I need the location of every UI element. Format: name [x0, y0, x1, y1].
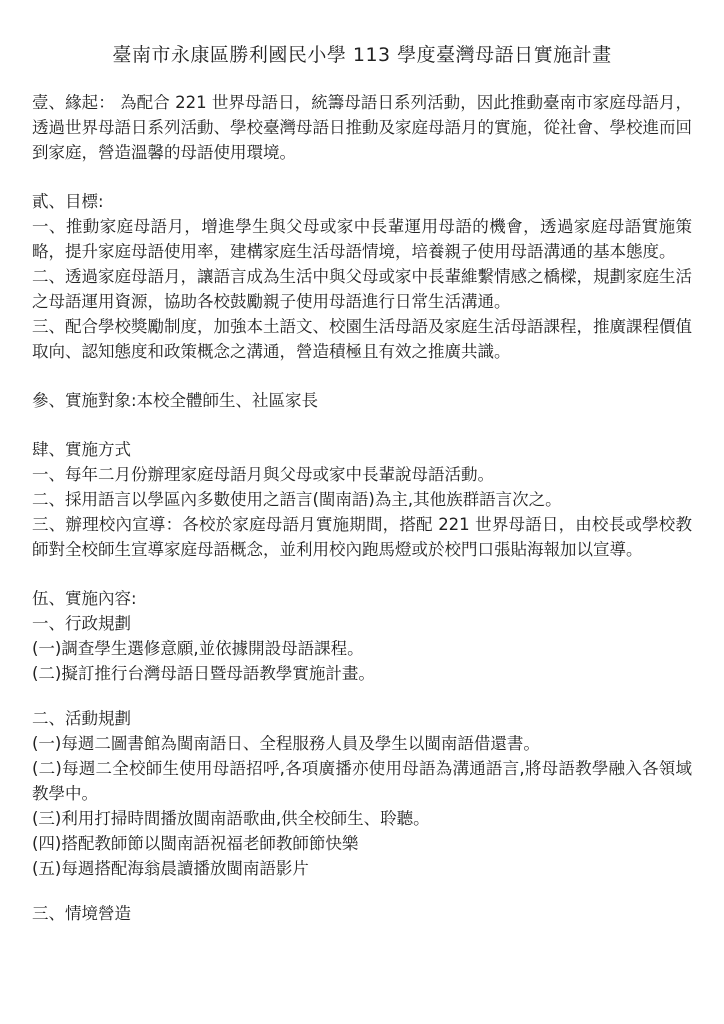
admin-item-2: (二)擬訂推行台灣母語日暨母語教學實施計畫。 [32, 664, 375, 683]
activity-item-3: (三)利用打掃時間播放閩南語歌曲,供全校師生、聆聽。 [32, 809, 430, 828]
section-content [32, 586, 692, 686]
activity-item-4: (四)搭配教師節以閩南語祝福老師教師節快樂 [32, 834, 359, 853]
goal-item-2: 二、透過家庭母語月，讓語言成為生活中與父母或家中長輩維繫情感之橋樑，規劃家庭生活之母語運用資源，協助各校鼓勵親子使用母語進行日常生活溝通。 [32, 267, 692, 311]
section-targets [32, 388, 692, 413]
origin-paragraph: 壹、緣起： 為配合 221 世界母語日，統籌母語日系列活動，因此推動臺南市家庭母語月，透過世界母語日系列活動、學校臺灣母語日推動及家庭母語月的實施，從社會、學校進而回到家庭，營造溫馨的母語使用環境。 [32, 93, 692, 162]
admin-heading: 一、行政規劃 [32, 614, 131, 633]
environment-heading: 三、情境營造 [32, 904, 131, 923]
method-item-1: 一、每年二月份辦理家庭母語月與父母或家中長輩說母語活動。 [32, 465, 494, 484]
activities-heading: 二、活動規劃 [32, 709, 131, 728]
section-environment [32, 901, 692, 926]
goals-heading: 貳、目標: [32, 192, 104, 211]
activity-item-5: (五)每週搭配海翁晨讀播放閩南語影片 [32, 859, 309, 878]
activity-item-2: (二)每週二全校師生使用母語招呼,各項廣播亦使用母語為溝通語言,將母語教學融入各領域教學中。 [32, 759, 692, 803]
goal-item-1: 一、推動家庭母語月，增進學生與父母或家中長輩運用母語的機會，透過家庭母語實施策略，提升家庭母語使用率，建構家庭生活母語情境，培養親子使用母語溝通的基本態度。 [32, 217, 692, 261]
section-methods [32, 437, 692, 562]
section-origin [32, 90, 692, 165]
admin-item-1: (一)調查學生選修意願,並依據開設母語課程。 [32, 639, 364, 658]
activity-item-1: (一)每週二圖書館為閩南語日、全程服務人員及學生以閩南語借還書。 [32, 734, 540, 753]
content-heading: 伍、實施內容: [32, 589, 137, 608]
method-item-2: 二、採用語言以學區內多數使用之語言(閩南語)為主,其他族群語言次之。 [32, 490, 562, 509]
document-title: 臺南市永康區勝利國民小學 113 學度臺灣母語日實施計畫 [112, 44, 612, 66]
goal-item-3: 三、配合學校獎勵制度，加強本土語文、校園生活母語及家庭生活母語課程，推廣課程價值取向、認知態度和政策概念之溝通，營造積極且有效之推廣共識。 [32, 317, 692, 361]
method-item-3: 三、辦理校內宣導：各校於家庭母語月實施期間，搭配 221 世界母語日，由校長或學校教師對全校師生宣導家庭母語概念，並利用校內跑馬燈或於校門口張貼海報加以宣導。 [32, 515, 692, 559]
section-activities [32, 706, 692, 881]
document-page [32, 42, 692, 950]
methods-heading: 肆、實施方式 [32, 440, 131, 459]
targets-line: 參、實施對象:本校全體師生、社區家長 [32, 391, 319, 410]
section-goals [32, 189, 692, 364]
